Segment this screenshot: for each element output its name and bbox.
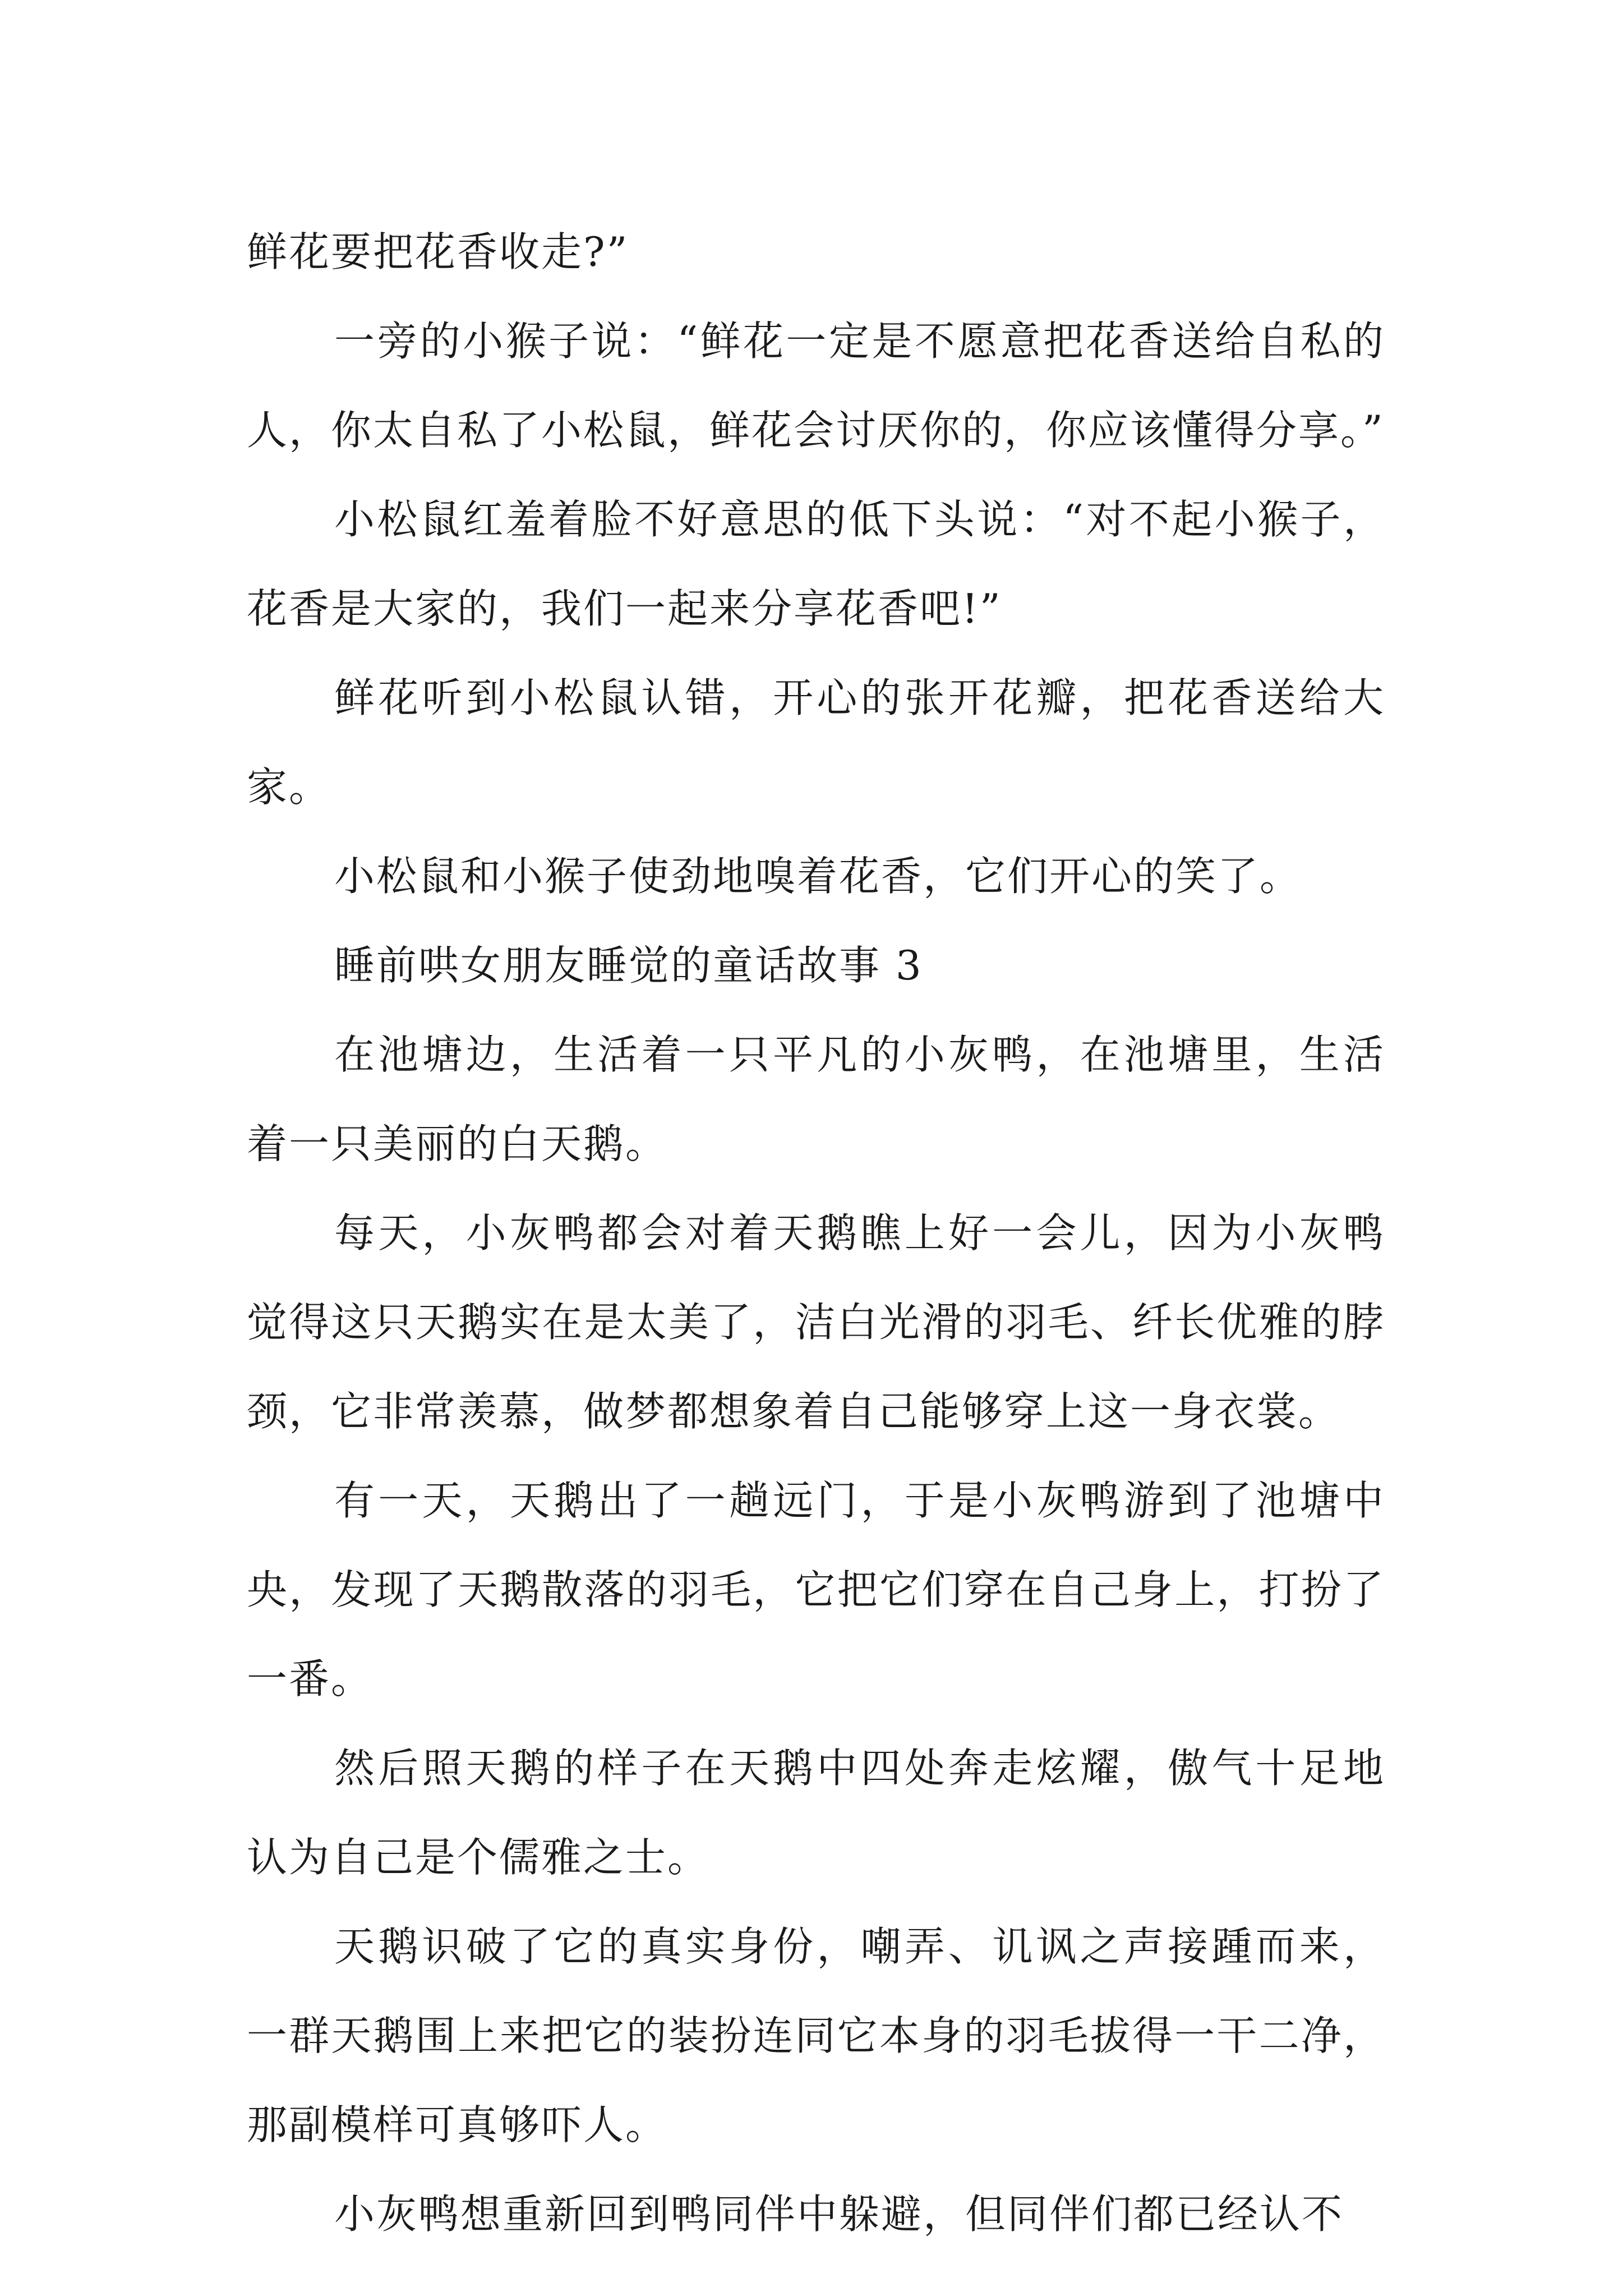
paragraph-4: 鲜花听到小松鼠认错，开心的张开花瓣，把花香送给大家。 xyxy=(247,674,1385,811)
paragraph-9: 有一天，天鹅出了一趟远门，于是小灰鸭游到了池塘中央，发现了天鹅散落的羽毛，它把它们穿在自己身上，打扮了一番。 xyxy=(247,1477,1385,1703)
paragraph-3: 小松鼠红羞着脸不好意思的低下头说：“对不起小猴子，花香是大家的，我们一起来分享花香吧!” xyxy=(247,496,1385,632)
story-heading: 睡前哄女朋友睡觉的童话故事 3 xyxy=(334,942,923,989)
paragraph-12: 小灰鸭想重新回到鸭同伴中躲避，但同伴们都已经认不 xyxy=(334,2191,1344,2238)
document-page xyxy=(247,208,1385,2259)
paragraph-8: 每天，小灰鸭都会对着天鹅瞧上好一会儿，因为小灰鸭觉得这只天鹅实在是太美了，洁白光滑的羽毛、纤长优雅的脖颈，它非常羡慕，做梦都想象着自己能够穿上这一身衣裳。 xyxy=(247,1209,1385,1435)
paragraph-2: 一旁的小猴子说：“鲜花一定是不愿意把花香送给自私的人，你太自私了小松鼠，鲜花会讨厌你的，你应该懂得分享。” xyxy=(247,318,1385,454)
paragraph-1: 鲜花要把花香收走?” xyxy=(247,228,629,275)
paragraph-10: 然后照天鹅的样子在天鹅中四处奔走炫耀，傲气十足地认为自己是个儒雅之士。 xyxy=(247,1745,1385,1881)
paragraph-11: 天鹅识破了它的真实身份，嘲弄、讥讽之声接踵而来，一群天鹅围上来把它的装扮连同它本身的羽毛拔得一干二净，那副模样可真够吓人。 xyxy=(247,1923,1385,2148)
paragraph-7: 在池塘边，生活着一只平凡的小灰鸭，在池塘里，生活着一只美丽的白天鹅。 xyxy=(247,1031,1385,1167)
paragraph-5: 小松鼠和小猴子使劲地嗅着花香，它们开心的笑了。 xyxy=(334,853,1302,900)
